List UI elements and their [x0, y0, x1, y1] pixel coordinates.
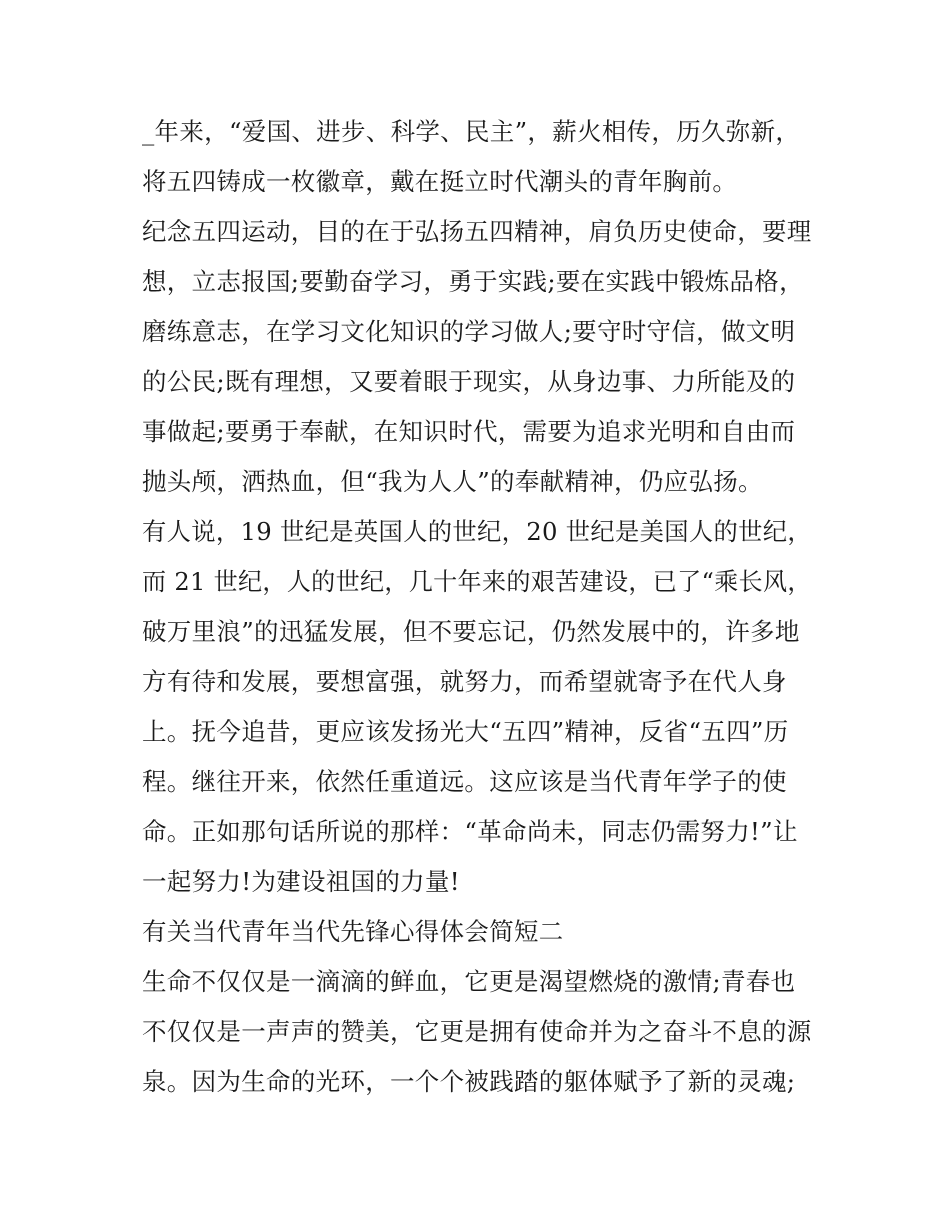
- text-line: 破万里浪”的迅猛发展，但不要忘记，仍然发展中的，许多地: [142, 617, 800, 646]
- text-line: 而 21 世纪，人的世纪，几十年来的艰苦建设，已了“乘长风，: [142, 567, 812, 596]
- text-line: 上。抚今追昔，更应该发扬光大“五四”精神，反省“五四”历: [142, 717, 789, 746]
- text-line: 将五四铸成一枚徽章，戴在挺立时代潮头的青年胸前。: [142, 167, 738, 196]
- text-line: 磨练意志，在学习文化知识的学习做人;要守时守信，做文明: [142, 317, 796, 346]
- text-line: 不仅仅是一声声的赞美，它更是拥有使命并为之奋斗不息的源: [142, 1017, 812, 1046]
- text-line: 有人说，19 世纪是英国人的世纪，20 世纪是美国人的世纪，: [142, 517, 812, 546]
- text-line: _年来，“爱国、进步、科学、民主”，薪火相传，历久弥新，: [142, 117, 801, 146]
- text-line: 纪念五四运动，目的在于弘扬五四精神，肩负历史使命，要理: [142, 217, 812, 246]
- text-line: 事做起;要勇于奉献，在知识时代，需要为追求光明和自由而: [142, 417, 796, 446]
- text-line: 泉。因为生命的光环，一个个被践踏的躯体赋予了新的灵魂;: [142, 1067, 796, 1096]
- text-line: 命。正如那句话所说的那样：“革命尚未，同志仍需努力!”让: [142, 817, 798, 846]
- text-line: 程。继往开来，依然任重道远。这应该是当代青年学子的使: [142, 767, 787, 796]
- text-line: 方有待和发展，要想富强，就努力，而希望就寄予在代人身: [142, 667, 787, 696]
- section-heading: 有关当代青年当代先锋心得体会简短二: [142, 917, 564, 946]
- text-line: 抛头颅，洒热血，但“我为人人”的奉献精神，仍应弘扬。: [142, 467, 763, 496]
- text-line: 一起努力!为建设祖国的力量!: [142, 867, 460, 896]
- text-line: 的公民;既有理想，又要着眼于现实，从身边事、力所能及的: [142, 367, 796, 396]
- text-line: 想，立志报国;要勤奋学习，勇于实践;要在实践中锻炼品格，: [142, 267, 804, 296]
- text-line: 生命不仅仅是一滴滴的鲜血，它更是渴望燃烧的激情;青春也: [142, 967, 796, 996]
